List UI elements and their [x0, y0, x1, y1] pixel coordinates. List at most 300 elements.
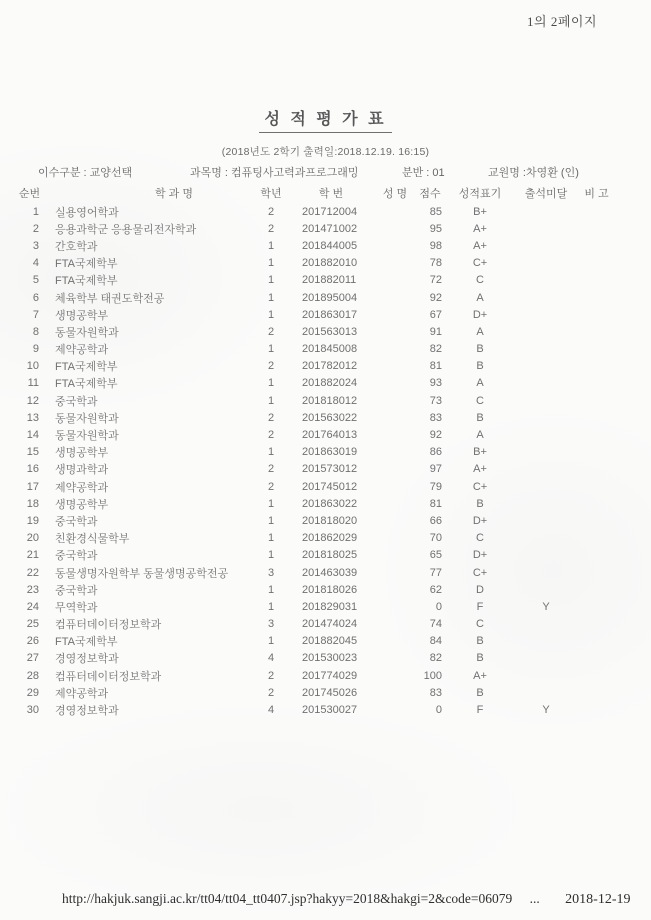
row-number-cell: 29: [26, 686, 39, 699]
row-number-cell: 3: [32, 239, 39, 252]
department-cell: 동물생명자원학부 동물생명공학전공: [55, 567, 229, 580]
name-cell: [375, 547, 415, 564]
name-cell: [375, 323, 415, 340]
year-cell: 1: [267, 394, 275, 407]
name-cell: [375, 684, 415, 701]
absence-flag-cell: [515, 341, 577, 358]
row-number-cell: 27: [26, 652, 39, 665]
department-cell: 무역학과: [55, 601, 98, 614]
grade-cell: F: [476, 600, 484, 613]
grade-table: [14, 182, 616, 719]
title-wrap: [0, 106, 651, 133]
table-row: [14, 616, 616, 633]
footer-ellipsis: ...: [529, 891, 540, 906]
table-row: [14, 426, 616, 443]
note-cell: [577, 633, 616, 650]
department-cell: 친환경식물학부: [55, 533, 130, 546]
note-cell: [577, 306, 616, 323]
note-cell: [577, 650, 616, 667]
grade-cell: D: [476, 583, 484, 596]
absence-flag-cell: [515, 426, 577, 443]
table-row: [14, 701, 616, 718]
score-cell: 86: [429, 446, 442, 459]
absence-flag-cell: [515, 495, 577, 512]
year-cell: 1: [267, 635, 275, 648]
grade-cell: B: [476, 686, 484, 699]
year-cell: 3: [267, 566, 275, 579]
subject-label: 과목명 : 컴퓨팅사고력과프로그래밍: [190, 167, 359, 179]
row-number-cell: 26: [26, 635, 39, 648]
report-info-line: [0, 164, 651, 178]
year-cell: 1: [267, 308, 275, 321]
absence-flag-cell: [515, 358, 577, 375]
row-number-cell: 28: [26, 669, 39, 682]
department-cell: 동물자원학과: [55, 326, 119, 339]
score-cell: 0: [435, 600, 442, 613]
section-label: 분반 : 01: [402, 167, 445, 179]
score-cell: 73: [429, 394, 442, 407]
student-id-cell: 201818026: [302, 583, 358, 596]
table-body: [14, 203, 616, 719]
student-id-cell: 201863022: [302, 497, 358, 510]
table-row: [14, 444, 616, 461]
department-cell: 제약공학과: [55, 344, 109, 357]
year-cell: 1: [267, 291, 275, 304]
note-cell: [577, 616, 616, 633]
absence-flag-cell: [515, 409, 577, 426]
grade-cell: C+: [472, 257, 488, 270]
student-id-cell: 201829031: [302, 600, 358, 613]
row-number-cell: 8: [32, 325, 39, 338]
year-cell: 4: [267, 704, 275, 717]
note-cell: [577, 375, 616, 392]
name-cell: [375, 478, 415, 495]
student-id-cell: 201882011: [302, 274, 357, 287]
table-row: [14, 375, 616, 392]
department-cell: 생명공학부: [55, 498, 109, 511]
department-cell: 동물자원학과: [55, 412, 119, 425]
score-cell: 93: [429, 377, 442, 390]
student-id-cell: 201863017: [302, 308, 358, 321]
table-row: [14, 323, 616, 340]
year-cell: 2: [267, 480, 275, 493]
score-cell: 84: [429, 635, 442, 648]
table-header-row: [14, 182, 616, 203]
col-header-department: 학 과 명: [155, 187, 193, 200]
year-cell: 3: [267, 618, 275, 631]
grade-cell: B: [476, 635, 484, 648]
department-cell: 제약공학과: [55, 687, 109, 700]
grade-cell: C: [476, 618, 484, 631]
note-cell: [577, 581, 616, 598]
grade-cell: C: [476, 274, 484, 287]
col-header-score: 점수: [419, 187, 441, 200]
name-cell: [375, 581, 415, 598]
score-cell: 77: [429, 566, 442, 579]
score-cell: 72: [429, 274, 442, 287]
grade-cell: D+: [472, 549, 488, 562]
year-cell: 1: [267, 377, 275, 390]
row-number-cell: 18: [26, 497, 39, 510]
note-cell: [577, 512, 616, 529]
note-cell: [577, 495, 616, 512]
absence-flag-cell: [515, 633, 577, 650]
grade-cell: B: [476, 343, 484, 356]
table-row: [14, 530, 616, 547]
year-cell: 1: [267, 446, 275, 459]
student-id-cell: 201764013: [302, 429, 358, 442]
col-header-student-id: 학 번: [318, 187, 344, 200]
name-cell: [375, 701, 415, 718]
table-row: [14, 289, 616, 306]
grade-cell: A+: [473, 463, 487, 476]
note-cell: [577, 409, 616, 426]
absence-flag-cell: [515, 667, 577, 684]
score-cell: 0: [435, 704, 442, 717]
row-number-cell: 21: [26, 549, 39, 562]
student-id-cell: 201745026: [302, 686, 358, 699]
table-row: [14, 667, 616, 684]
col-header-absence: 출석미달: [524, 187, 568, 200]
department-cell: FTA국제학부: [55, 636, 118, 649]
name-cell: [375, 564, 415, 581]
grade-cell: C: [476, 532, 484, 545]
student-id-cell: 201882010: [302, 257, 358, 270]
table-row: [14, 341, 616, 358]
note-cell: [577, 478, 616, 495]
grade-cell: A: [476, 325, 484, 338]
col-header-note: 비 고: [584, 187, 609, 200]
grade-cell: A: [476, 377, 484, 390]
student-id-cell: 201563013: [302, 325, 358, 338]
absence-flag-cell: [515, 444, 577, 461]
department-cell: 중국학과: [55, 550, 98, 563]
year-cell: 2: [267, 429, 275, 442]
score-cell: 79: [429, 480, 442, 493]
name-cell: [375, 289, 415, 306]
row-number-cell: 16: [26, 463, 39, 476]
row-number-cell: 22: [26, 566, 39, 579]
score-cell: 82: [429, 652, 442, 665]
absence-flag-cell: [515, 375, 577, 392]
page-indicator: 1의 2페이지: [527, 14, 597, 29]
row-number-cell: 6: [32, 291, 39, 304]
absence-flag-cell: Y: [542, 600, 550, 613]
student-id-cell: 201895004: [302, 291, 358, 304]
department-cell: FTA국제학부: [55, 361, 118, 374]
table-row: [14, 220, 616, 237]
year-cell: 2: [267, 463, 275, 476]
score-cell: 81: [429, 497, 442, 510]
grade-cell: B: [476, 652, 484, 665]
student-id-cell: 201882045: [302, 635, 358, 648]
absence-flag-cell: [515, 547, 577, 564]
name-cell: [375, 633, 415, 650]
row-number-cell: 24: [26, 600, 39, 613]
student-id-cell: 201782012: [302, 360, 358, 373]
name-cell: [375, 530, 415, 547]
department-cell: 컴퓨터데이터정보학과: [55, 619, 162, 632]
absence-flag-cell: [515, 392, 577, 409]
student-id-cell: 201573012: [302, 463, 358, 476]
score-cell: 83: [429, 686, 442, 699]
student-id-cell: 201863019: [302, 446, 358, 459]
department-cell: 응용과학군 응용물리전자학과: [55, 223, 197, 236]
absence-flag-cell: [515, 650, 577, 667]
student-id-cell: 201845008: [302, 343, 358, 356]
grade-cell: A+: [473, 222, 487, 235]
student-id-cell: 201474024: [302, 618, 358, 631]
score-cell: 83: [429, 411, 442, 424]
note-cell: [577, 358, 616, 375]
note-cell: [577, 461, 616, 478]
table-row: [14, 409, 616, 426]
student-id-cell: 201463039: [302, 566, 358, 579]
score-cell: 100: [423, 669, 442, 682]
absence-flag-cell: [515, 237, 577, 254]
name-cell: [375, 495, 415, 512]
grade-cell: B+: [473, 205, 487, 218]
row-number-cell: 23: [26, 583, 39, 596]
name-cell: [375, 409, 415, 426]
student-id-cell: 201818020: [302, 514, 358, 527]
absence-flag-cell: [515, 478, 577, 495]
student-id-cell: 201774029: [302, 669, 358, 682]
row-number-cell: 13: [26, 411, 39, 424]
name-cell: [375, 220, 415, 237]
row-number-cell: 4: [32, 257, 39, 270]
year-cell: 1: [267, 583, 275, 596]
note-cell: [577, 598, 616, 615]
name-cell: [375, 358, 415, 375]
absence-flag-cell: [515, 530, 577, 547]
year-cell: 1: [267, 343, 275, 356]
grade-cell: A+: [473, 239, 487, 252]
department-cell: 중국학과: [55, 515, 98, 528]
grade-cell: C: [476, 394, 484, 407]
score-cell: 98: [429, 239, 442, 252]
table-row: [14, 547, 616, 564]
table-row: [14, 512, 616, 529]
note-cell: [577, 203, 616, 220]
year-cell: 1: [267, 257, 275, 270]
table-row: [14, 392, 616, 409]
row-number-cell: 20: [26, 532, 39, 545]
table-row: [14, 237, 616, 254]
name-cell: [375, 667, 415, 684]
grade-cell: B: [476, 411, 484, 424]
student-id-cell: 201712004: [302, 205, 358, 218]
table-row: [14, 255, 616, 272]
score-cell: 91: [429, 325, 442, 338]
department-cell: 중국학과: [55, 395, 98, 408]
absence-flag-cell: [515, 564, 577, 581]
grade-cell: B: [476, 497, 484, 510]
row-number-cell: 17: [26, 480, 39, 493]
score-cell: 92: [429, 291, 442, 304]
name-cell: [375, 341, 415, 358]
student-id-cell: 201530023: [302, 652, 358, 665]
table-row: [14, 650, 616, 667]
name-cell: [375, 616, 415, 633]
student-id-cell: 201563022: [302, 411, 358, 424]
row-number-cell: 7: [32, 308, 39, 321]
table-row: [14, 684, 616, 701]
grade-cell: C+: [472, 566, 488, 579]
department-cell: 중국학과: [55, 584, 98, 597]
grade-cell: A: [476, 429, 484, 442]
table-row: [14, 581, 616, 598]
year-cell: 1: [267, 600, 275, 613]
report-subtitle: (2018년도 2학기 출력일:2018.12.19. 16:15): [221, 146, 430, 158]
score-cell: 78: [429, 257, 442, 270]
course-type-label: 이수구분 : 교양선택: [38, 167, 133, 179]
row-number-cell: 14: [26, 429, 39, 442]
department-cell: 생명공학부: [55, 447, 109, 460]
table-row: [14, 203, 616, 220]
note-cell: [577, 444, 616, 461]
table-row: [14, 633, 616, 650]
col-header-grade: 성적표기: [458, 187, 502, 200]
absence-flag-cell: [515, 306, 577, 323]
year-cell: 1: [267, 532, 275, 545]
note-cell: [577, 323, 616, 340]
row-number-cell: 9: [32, 343, 39, 356]
year-cell: 2: [267, 686, 275, 699]
name-cell: [375, 272, 415, 289]
grade-cell: A+: [473, 669, 487, 682]
department-cell: 경영정보학과: [55, 653, 119, 666]
name-cell: [375, 512, 415, 529]
year-cell: 2: [267, 205, 275, 218]
col-header-name: 성 명: [382, 187, 408, 200]
absence-flag-cell: [515, 616, 577, 633]
note-cell: [577, 255, 616, 272]
print-footer: [62, 891, 631, 908]
row-number-cell: 5: [32, 274, 39, 287]
year-cell: 1: [267, 239, 275, 252]
note-cell: [577, 289, 616, 306]
absence-flag-cell: [515, 461, 577, 478]
year-cell: 2: [267, 411, 275, 424]
note-cell: [577, 667, 616, 684]
department-cell: FTA국제학부: [55, 378, 118, 391]
absence-flag-cell: [515, 255, 577, 272]
absence-flag-cell: [515, 581, 577, 598]
note-cell: [577, 341, 616, 358]
grade-cell: A: [476, 291, 484, 304]
row-number-cell: 1: [32, 205, 39, 218]
year-cell: 1: [267, 497, 275, 510]
department-cell: 생명과학과: [55, 464, 109, 477]
year-cell: 1: [267, 549, 275, 562]
name-cell: [375, 203, 415, 220]
footer-date: 2018-12-19: [565, 892, 631, 907]
student-id-cell: 201745012: [302, 480, 358, 493]
student-id-cell: 201818025: [302, 549, 358, 562]
score-cell: 92: [429, 429, 442, 442]
instructor-label: 교원명 :차영환 (인): [488, 167, 579, 179]
note-cell: [577, 547, 616, 564]
row-number-cell: 10: [26, 360, 39, 373]
name-cell: [375, 444, 415, 461]
absence-flag-cell: [515, 684, 577, 701]
name-cell: [375, 461, 415, 478]
department-cell: 생명공학부: [55, 309, 109, 322]
table-row: [14, 461, 616, 478]
note-cell: [577, 237, 616, 254]
year-cell: 2: [267, 360, 275, 373]
note-cell: [577, 564, 616, 581]
score-cell: 74: [429, 618, 442, 631]
score-cell: 65: [429, 549, 442, 562]
table-row: [14, 564, 616, 581]
year-cell: 2: [267, 325, 275, 338]
department-cell: FTA국제학부: [55, 275, 118, 288]
student-id-cell: 201844005: [302, 239, 358, 252]
student-id-cell: 201818012: [302, 394, 358, 407]
score-cell: 66: [429, 514, 442, 527]
score-cell: 70: [429, 532, 442, 545]
note-cell: [577, 701, 616, 718]
table-row: [14, 272, 616, 289]
grade-cell: D+: [472, 514, 488, 527]
col-header-year: 학년: [260, 187, 282, 200]
name-cell: [375, 255, 415, 272]
score-cell: 95: [429, 222, 442, 235]
page-title: 성 적 평 가 표: [259, 106, 391, 133]
table-row: [14, 478, 616, 495]
absence-flag-cell: [515, 203, 577, 220]
grade-cell: D+: [472, 308, 488, 321]
name-cell: [375, 392, 415, 409]
grade-cell: F: [476, 704, 484, 717]
score-cell: 82: [429, 343, 442, 356]
absence-flag-cell: [515, 323, 577, 340]
year-cell: 2: [267, 222, 275, 235]
department-cell: FTA국제학부: [55, 258, 118, 271]
note-cell: [577, 272, 616, 289]
absence-flag-cell: Y: [542, 704, 550, 717]
name-cell: [375, 598, 415, 615]
department-cell: 제약공학과: [55, 481, 109, 494]
row-number-cell: 2: [32, 222, 39, 235]
department-cell: 동물자원학과: [55, 430, 119, 443]
row-number-cell: 11: [27, 377, 39, 390]
grade-cell: C+: [472, 480, 488, 493]
absence-flag-cell: [515, 272, 577, 289]
department-cell: 실용영어학과: [55, 206, 119, 219]
department-cell: 컴퓨터데이터정보학과: [55, 670, 162, 683]
student-id-cell: 201862029: [302, 532, 358, 545]
note-cell: [577, 530, 616, 547]
name-cell: [375, 426, 415, 443]
note-cell: [577, 220, 616, 237]
table-row: [14, 358, 616, 375]
row-number-cell: 15: [26, 446, 39, 459]
student-id-cell: 201882024: [302, 377, 358, 390]
table-row: [14, 495, 616, 512]
row-number-cell: 19: [26, 514, 39, 527]
department-cell: 경영정보학과: [55, 705, 119, 718]
row-number-cell: 25: [26, 618, 39, 631]
student-id-cell: 201471002: [302, 222, 358, 235]
department-cell: 체육학부 태권도학전공: [55, 292, 165, 305]
name-cell: [375, 375, 415, 392]
grade-cell: B: [476, 360, 484, 373]
score-cell: 67: [429, 308, 442, 321]
note-cell: [577, 684, 616, 701]
